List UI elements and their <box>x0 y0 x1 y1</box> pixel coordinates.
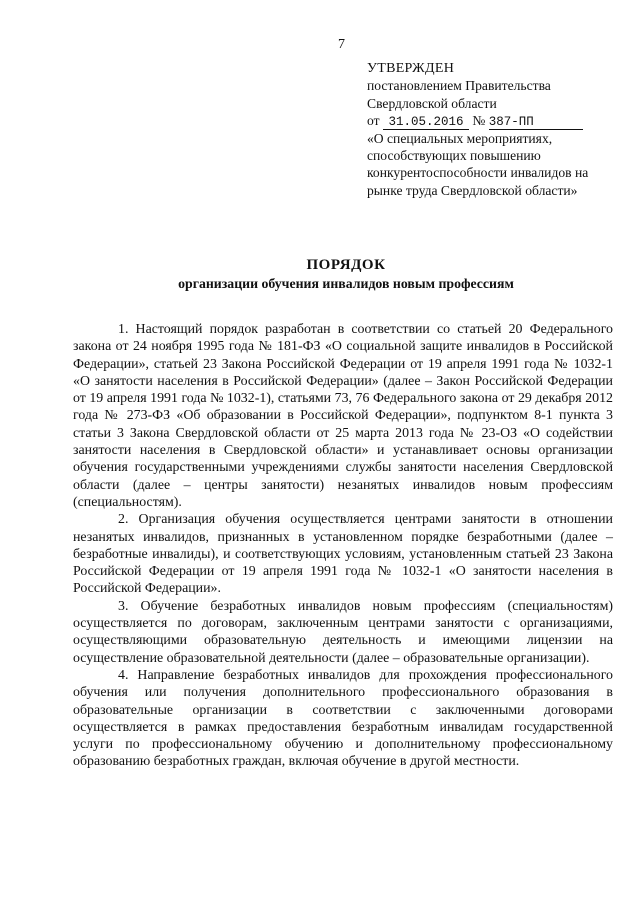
approval-number: 387-ПП <box>489 115 583 130</box>
approval-title: УТВЕРЖДЕН <box>367 61 455 76</box>
document-title: ПОРЯДОК <box>306 257 386 273</box>
paragraph-2: 2. Организация обучения осуществляется центрами занятости в отношении незанятых инвалидов, признанных в установленном порядке безработными (далее – безработные инвалиды), и соответствующих условиям, установленным статьей 23 Закона Российской Федерации от 19 апреля 1991 года № 1032-1 «О занятости населения в Российской Федерации». <box>73 512 613 597</box>
paragraph-3: 3. Обучение безработных инвалидов новым профессиям (специальностям) осуществляется по договорам, заключенным центрами занятости с организациями, осуществляющими образовательную деятельность и имеющими лицензии на осуществление образовательной деятельности (далее – образовательные организации). <box>73 598 613 666</box>
approval-line-2: Свердловской области <box>367 95 497 111</box>
page-number: 7 <box>338 37 345 52</box>
approval-date-line <box>367 112 607 130</box>
approval-line-1: постановлением Правительства <box>367 78 551 94</box>
approval-date: 31.05.2016 <box>383 115 469 130</box>
number-prefix: № <box>472 112 486 128</box>
document-body <box>73 321 613 771</box>
paragraph-4: 4. Направление безработных инвалидов для прохождения профессионального обучения или получения дополнительного профессионального образования в образовательные организации в соответствии с заключенными договорами осуществляется в рамках предоставления безработным инвалидам государственной услуги по профессиональному обучению и дополнительному профессиональному образованию безработных граждан, включая обучение в другой местности. <box>73 667 613 770</box>
document-subtitle: организации обучения инвалидов новым профессиям <box>178 276 514 291</box>
approval-subject: «О специальных мероприятиях, способствующих повышению конкурентоспособности инвалидов на рынке труда Свердловской области» <box>367 130 589 198</box>
paragraph-1: 1. Настоящий порядок разработан в соответствии со статьей 20 Федерального закона от 24 ноября 1995 года № 181-ФЗ «О социальной защите инвалидов в Российской Федерации», статьей 23 Закона Российской Федерации от 19 апреля 1991 года № 1032-1 «О занятости населения в Российской Федерации» (далее – Закон Российской Федерации от 19 апреля 1991 года № 1032-1), статьями 73, 76 Федерального закона от 29 декабря 2012 года № 273-ФЗ «Об образовании в Российской Федерации», подпунктом 8-1 пункта 3 статьи 3 Закона Свердловской области от 25 марта 2013 года № 23-ОЗ «О содействии занятости населения в Свердловской области» и устанавливает основы организации обучения государственными учреждениями службы занятости населения Свердловской области (далее – центры занятости) незанятых инвалидов новым профессиям (специальностям). <box>73 322 613 510</box>
date-prefix: от <box>367 112 380 128</box>
document-heading <box>70 256 622 293</box>
approval-block <box>367 60 607 199</box>
